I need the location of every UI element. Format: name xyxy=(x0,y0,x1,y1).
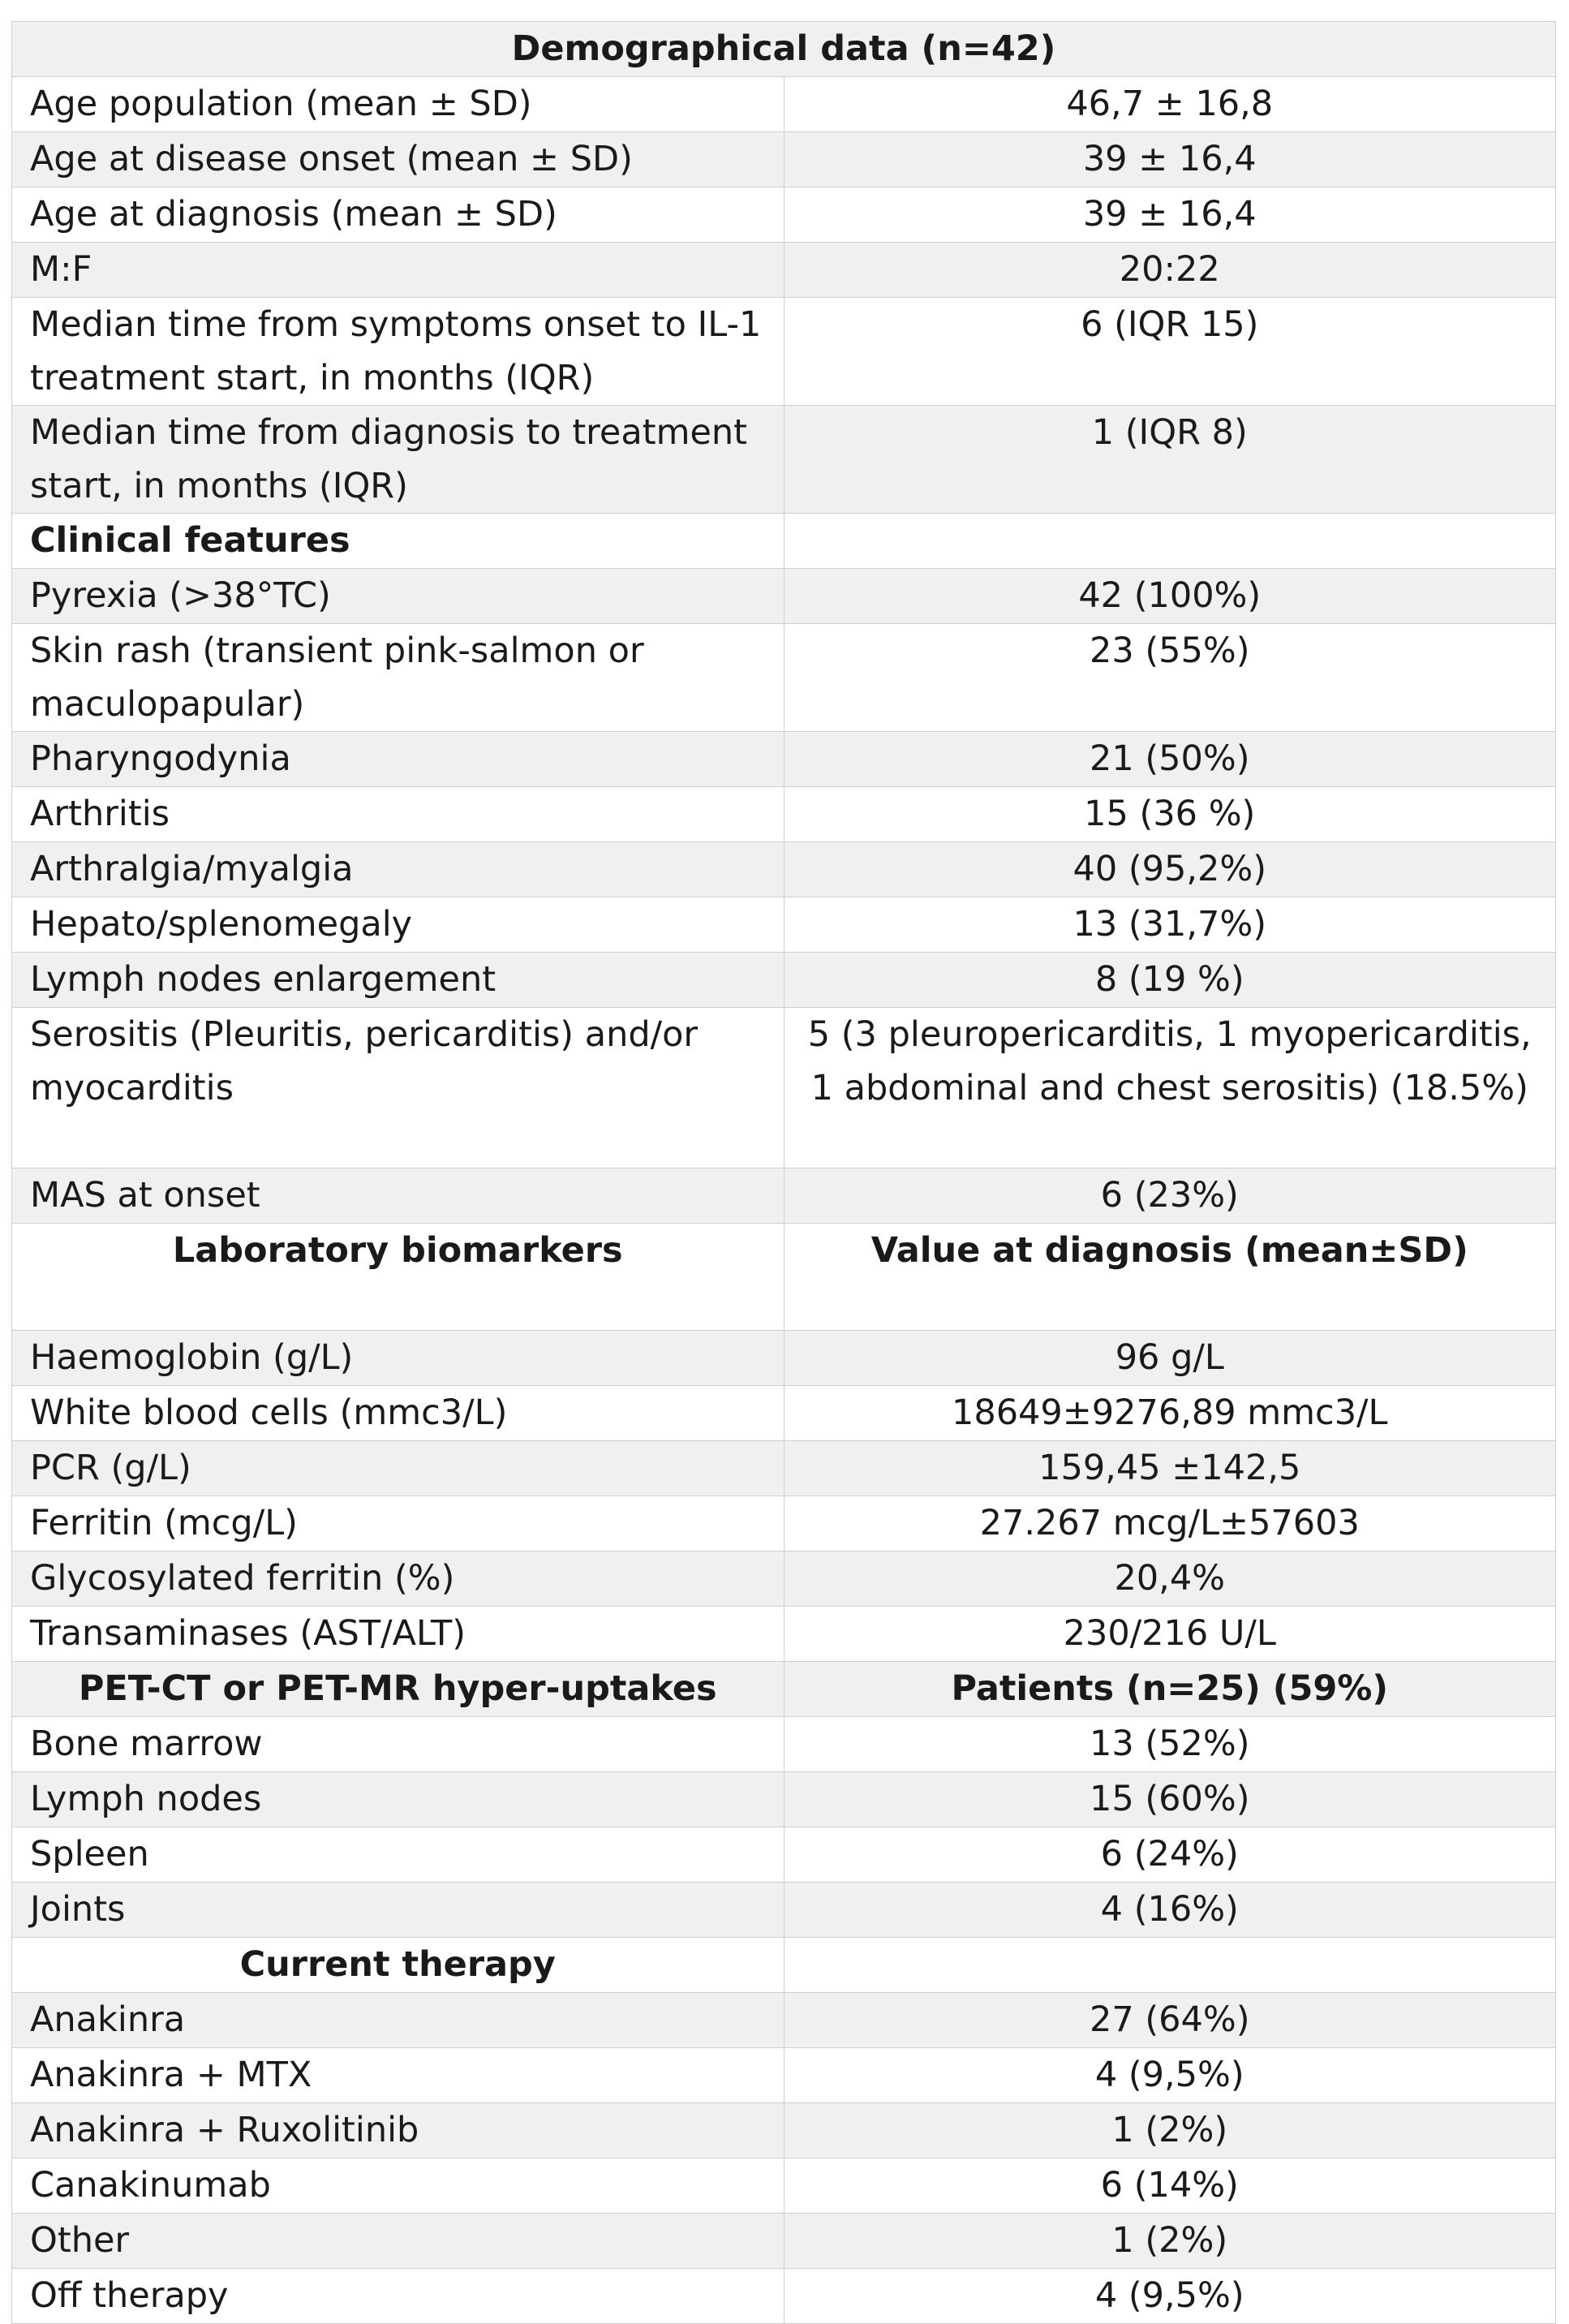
section-label: PET-CT or PET-MR hyper-uptakes xyxy=(12,1662,784,1717)
table-row xyxy=(12,732,1556,787)
section-value-header xyxy=(784,514,1556,569)
section-value-header xyxy=(784,1938,1556,1993)
row-value: 8 (19 %) xyxy=(784,953,1556,1008)
row-label: Age at disease onset (mean ± SD) xyxy=(12,132,784,187)
table-row xyxy=(12,1008,1556,1168)
row-value: 15 (36 %) xyxy=(784,787,1556,842)
table-row xyxy=(12,1827,1556,1883)
section-header-row xyxy=(12,514,1556,569)
row-value: 39 ± 16,4 xyxy=(784,187,1556,243)
row-label: Arthritis xyxy=(12,787,784,842)
row-value: 42 (100%) xyxy=(784,569,1556,624)
table-row xyxy=(12,187,1556,243)
section-header-row xyxy=(12,1662,1556,1717)
row-label: Haemoglobin (g/L) xyxy=(12,1331,784,1386)
row-value: 4 (9,5%) xyxy=(784,2048,1556,2103)
row-label: Off therapy xyxy=(12,2269,784,2324)
table-row xyxy=(12,897,1556,953)
row-label: Spleen xyxy=(12,1827,784,1883)
row-label: Anakinra + Ruxolitinib xyxy=(12,2103,784,2158)
table-row xyxy=(12,1993,1556,2048)
row-value: 1 (IQR 8) xyxy=(784,406,1556,514)
row-value: 39 ± 16,4 xyxy=(784,132,1556,187)
row-label: Serositis (Pleuritis, pericarditis) and/or myocarditis xyxy=(12,1008,784,1168)
table-row xyxy=(12,1496,1556,1551)
table-row xyxy=(12,1168,1556,1224)
row-value: 13 (31,7%) xyxy=(784,897,1556,953)
row-value: 4 (9,5%) xyxy=(784,2269,1556,2324)
table-row xyxy=(12,2048,1556,2103)
row-label: Arthralgia/myalgia xyxy=(12,842,784,897)
row-label: Bone marrow xyxy=(12,1717,784,1772)
row-value: 20:22 xyxy=(784,243,1556,298)
row-label: Age population (mean ± SD) xyxy=(12,77,784,132)
section-label: Current therapy xyxy=(12,1938,784,1993)
table-row xyxy=(12,1717,1556,1772)
row-value: 159,45 ±142,5 xyxy=(784,1441,1556,1496)
demographics-table xyxy=(11,21,1556,2324)
table-row xyxy=(12,842,1556,897)
row-label: Anakinra xyxy=(12,1993,784,2048)
table-title: Demographical data (n=42) xyxy=(12,22,1556,77)
row-label: Median time from diagnosis to treatment start, in months (IQR) xyxy=(12,406,784,514)
row-value: 46,7 ± 16,8 xyxy=(784,77,1556,132)
row-label: MAS at onset xyxy=(12,1168,784,1224)
row-label: Lymph nodes xyxy=(12,1772,784,1827)
row-label: Transaminases (AST/ALT) xyxy=(12,1607,784,1662)
table-row xyxy=(12,132,1556,187)
section-label: Laboratory biomarkers xyxy=(12,1224,784,1331)
row-label: Age at diagnosis (mean ± SD) xyxy=(12,187,784,243)
row-value: 6 (24%) xyxy=(784,1827,1556,1883)
section-header-row xyxy=(12,1938,1556,1993)
table-row xyxy=(12,1607,1556,1662)
table-row xyxy=(12,624,1556,732)
table-row xyxy=(12,1441,1556,1496)
section-value-header: Patients (n=25) (59%) xyxy=(784,1662,1556,1717)
row-value: 13 (52%) xyxy=(784,1717,1556,1772)
table-row xyxy=(12,1551,1556,1607)
row-label: Skin rash (transient pink-salmon or maculopapular) xyxy=(12,624,784,732)
row-value: 23 (55%) xyxy=(784,624,1556,732)
row-label: Ferritin (mcg/L) xyxy=(12,1496,784,1551)
row-label: Lymph nodes enlargement xyxy=(12,953,784,1008)
table-row xyxy=(12,787,1556,842)
row-value: 15 (60%) xyxy=(784,1772,1556,1827)
table-row xyxy=(12,953,1556,1008)
row-value: 18649±9276,89 mmc3/L xyxy=(784,1386,1556,1441)
table-row xyxy=(12,2158,1556,2214)
table-body xyxy=(12,22,1556,2324)
table-row xyxy=(12,2214,1556,2269)
table-row xyxy=(12,298,1556,406)
table-row xyxy=(12,1772,1556,1827)
row-value: 27 (64%) xyxy=(784,1993,1556,2048)
row-value: 5 (3 pleuropericarditis, 1 myopericarditis, 1 abdominal and chest serositis) (18.5%) xyxy=(784,1008,1556,1168)
table-row xyxy=(12,406,1556,514)
table-row xyxy=(12,1883,1556,1938)
row-value: 6 (14%) xyxy=(784,2158,1556,2214)
row-label: Median time from symptoms onset to IL-1 treatment start, in months (IQR) xyxy=(12,298,784,406)
row-value: 4 (16%) xyxy=(784,1883,1556,1938)
row-value: 27.267 mcg/L±57603 xyxy=(784,1496,1556,1551)
table-title-row xyxy=(12,22,1556,77)
row-label: Pyrexia (>38°TC) xyxy=(12,569,784,624)
row-value: 1 (2%) xyxy=(784,2214,1556,2269)
table-row xyxy=(12,2269,1556,2324)
row-label: Canakinumab xyxy=(12,2158,784,2214)
section-value-header: Value at diagnosis (mean±SD) xyxy=(784,1224,1556,1331)
row-label: Joints xyxy=(12,1883,784,1938)
row-label: Anakinra + MTX xyxy=(12,2048,784,2103)
row-value: 6 (IQR 15) xyxy=(784,298,1556,406)
table-row xyxy=(12,1386,1556,1441)
section-label: Clinical features xyxy=(12,514,784,569)
row-value: 1 (2%) xyxy=(784,2103,1556,2158)
row-label: Glycosylated ferritin (%) xyxy=(12,1551,784,1607)
section-header-row xyxy=(12,1224,1556,1331)
row-value: 40 (95,2%) xyxy=(784,842,1556,897)
row-label: Pharyngodynia xyxy=(12,732,784,787)
table-row xyxy=(12,77,1556,132)
row-label: White blood cells (mmc3/L) xyxy=(12,1386,784,1441)
row-label: M:F xyxy=(12,243,784,298)
row-value: 6 (23%) xyxy=(784,1168,1556,1224)
row-label: Hepato/splenomegaly xyxy=(12,897,784,953)
row-value: 20,4% xyxy=(784,1551,1556,1607)
table-row xyxy=(12,1331,1556,1386)
row-value: 230/216 U/L xyxy=(784,1607,1556,1662)
row-label: PCR (g/L) xyxy=(12,1441,784,1496)
row-value: 96 g/L xyxy=(784,1331,1556,1386)
row-label: Other xyxy=(12,2214,784,2269)
table-row xyxy=(12,569,1556,624)
row-value: 21 (50%) xyxy=(784,732,1556,787)
table-row xyxy=(12,243,1556,298)
table-row xyxy=(12,2103,1556,2158)
